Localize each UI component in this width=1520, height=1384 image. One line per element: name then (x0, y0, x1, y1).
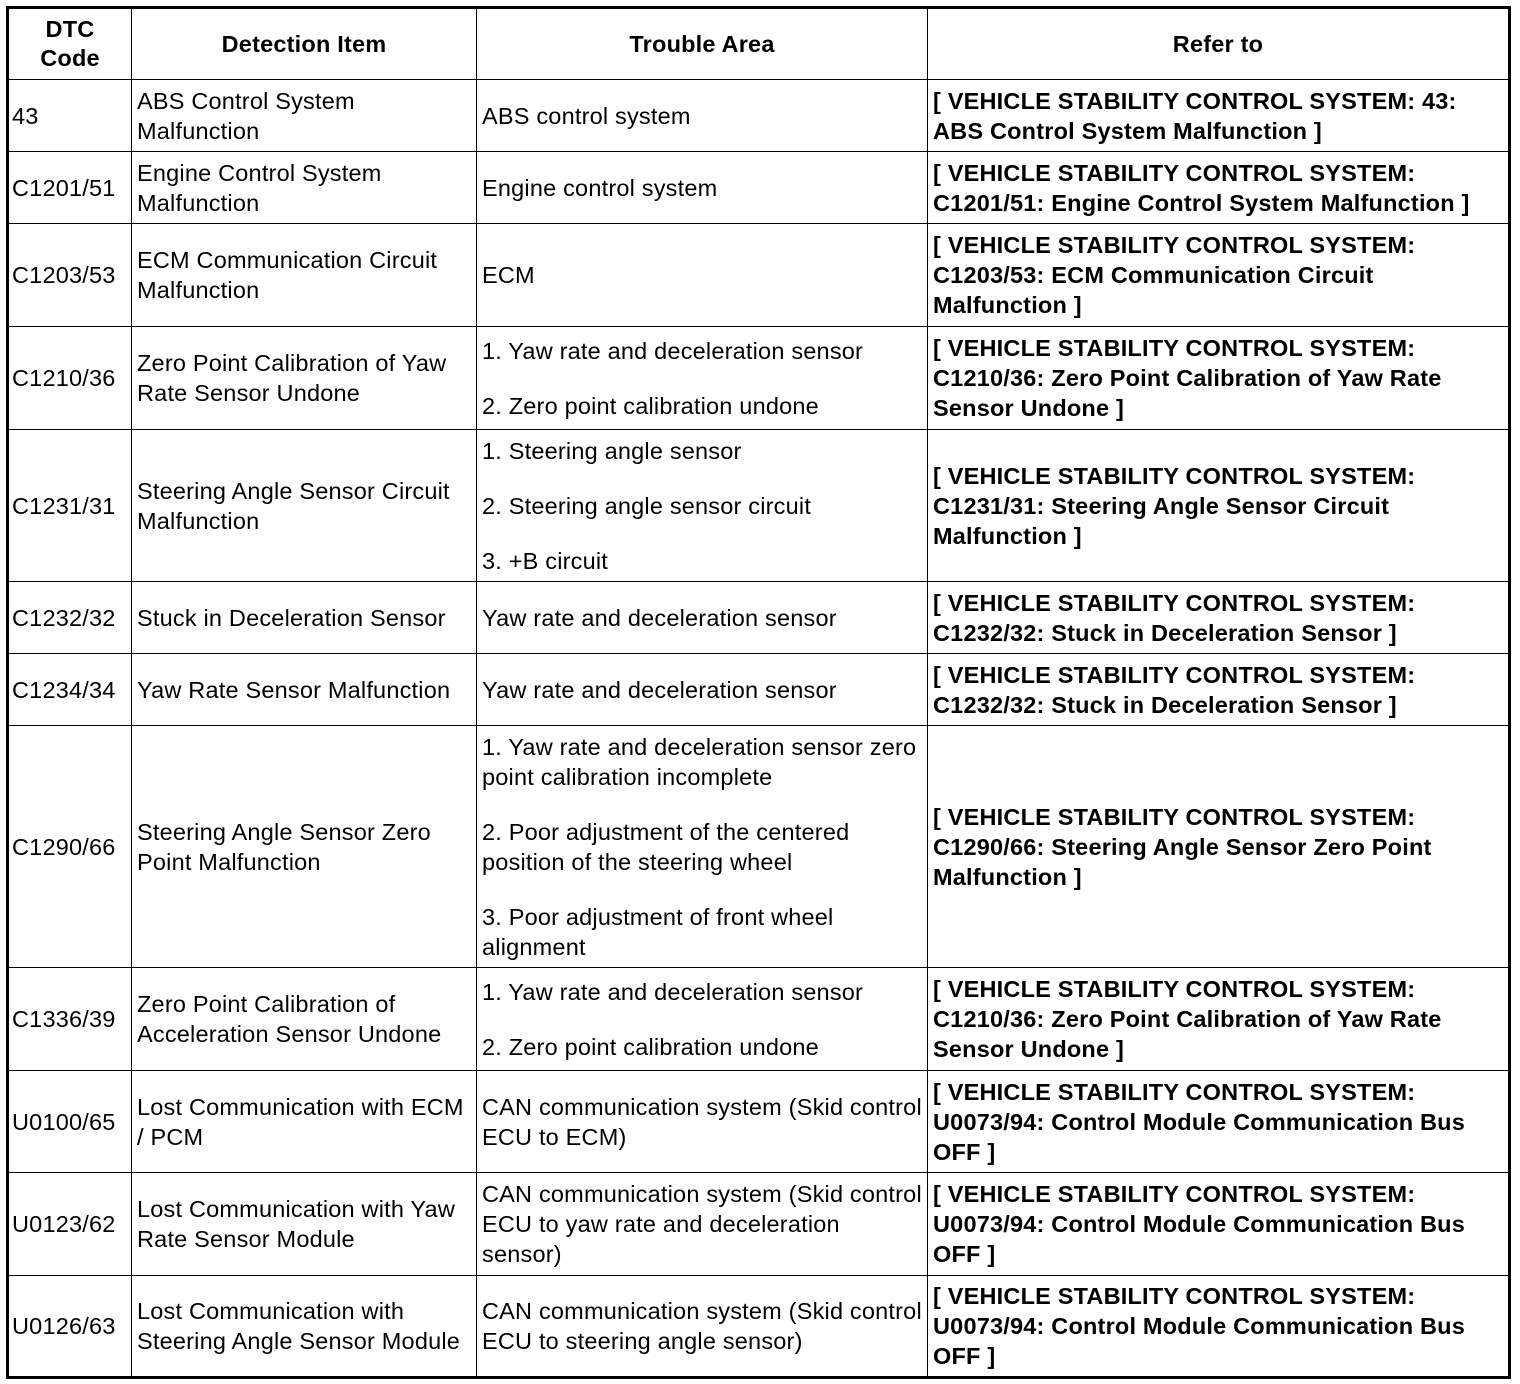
refer-to-link[interactable]: [ VEHICLE STABILITY CONTROL SYSTEM: 43: ABS Control System Malfunction ] (928, 80, 1510, 152)
detection-item-cell: Engine Control System Malfunction (132, 152, 477, 224)
table-row (8, 726, 1510, 968)
refer-to-link[interactable]: [ VEHICLE STABILITY CONTROL SYSTEM: U0073/94: Control Module Communication Bus OFF ] (928, 1071, 1510, 1173)
dtc-code-cell: U0100/65 (8, 1071, 132, 1173)
trouble-area-item: 2. Poor adjustment of the centered position of the steering wheel (482, 818, 850, 875)
detection-item-cell: Lost Communication with ECM / PCM (132, 1071, 477, 1173)
trouble-area-cell (477, 1071, 928, 1173)
dtc-code-cell: C1201/51 (8, 152, 132, 224)
trouble-area-item: CAN communication system (Skid control ECU to ECM) (482, 1093, 922, 1150)
refer-to-link[interactable]: [ VEHICLE STABILITY CONTROL SYSTEM: U0073/94: Control Module Communication Bus OFF ] (928, 1173, 1510, 1276)
trouble-area-cell (477, 224, 928, 327)
detection-item-cell: Steering Angle Sensor Zero Point Malfunction (132, 726, 477, 968)
refer-to-link[interactable]: [ VEHICLE STABILITY CONTROL SYSTEM: C1210/36: Zero Point Calibration of Yaw Rate Sensor Undone ] (928, 327, 1510, 430)
refer-to-link[interactable]: [ VEHICLE STABILITY CONTROL SYSTEM: C1203/53: ECM Communication Circuit Malfunction ] (928, 224, 1510, 327)
table-row (8, 1276, 1510, 1378)
trouble-area-cell (477, 80, 928, 152)
trouble-area-cell (477, 968, 928, 1071)
trouble-area-item: 1. Steering angle sensor (482, 437, 742, 464)
trouble-area-cell (477, 1276, 928, 1378)
trouble-area-item: 1. Yaw rate and deceleration sensor (482, 337, 864, 364)
trouble-area-item: 2. Steering angle sensor circuit (482, 492, 812, 519)
table-row (8, 1173, 1510, 1276)
refer-to-link[interactable]: [ VEHICLE STABILITY CONTROL SYSTEM: U0073/94: Control Module Communication Bus OFF ] (928, 1276, 1510, 1378)
dtc-code-cell: C1290/66 (8, 726, 132, 968)
header-dtc-code-line1: DTC (45, 16, 95, 42)
table-row (8, 80, 1510, 152)
header-trouble-area: Trouble Area (477, 8, 928, 80)
trouble-area-item: 1. Yaw rate and deceleration sensor zero point calibration incomplete (482, 733, 917, 790)
trouble-area-item: 3. Poor adjustment of front wheel alignment (482, 903, 834, 960)
dtc-table (6, 6, 1511, 1379)
detection-item-cell: ECM Communication Circuit Malfunction (132, 224, 477, 327)
header-dtc-code-line2: Code (40, 45, 100, 71)
detection-item-cell: Steering Angle Sensor Circuit Malfunction (132, 430, 477, 582)
trouble-area-cell (477, 327, 928, 430)
dtc-code-cell: C1210/36 (8, 327, 132, 430)
refer-to-link[interactable]: [ VEHICLE STABILITY CONTROL SYSTEM: C1232/32: Stuck in Deceleration Sensor ] (928, 654, 1510, 726)
trouble-area-cell (477, 654, 928, 726)
header-dtc-code (8, 8, 132, 80)
trouble-area-cell (477, 430, 928, 582)
trouble-area-item: Engine control system (482, 174, 718, 201)
detection-item-cell: Lost Communication with Yaw Rate Sensor Module (132, 1173, 477, 1276)
trouble-area-item: 3. +B circuit (482, 547, 609, 574)
trouble-area-cell (477, 1173, 928, 1276)
refer-to-link[interactable]: [ VEHICLE STABILITY CONTROL SYSTEM: C1231/31: Steering Angle Sensor Circuit Malfunction ] (928, 430, 1510, 582)
dtc-code-cell: C1203/53 (8, 224, 132, 327)
detection-item-cell: Lost Communication with Steering Angle Sensor Module (132, 1276, 477, 1378)
trouble-area-item: ECM (482, 262, 535, 288)
trouble-area-cell (477, 726, 928, 968)
refer-to-link[interactable]: [ VEHICLE STABILITY CONTROL SYSTEM: C1201/51: Engine Control System Malfunction ] (928, 152, 1510, 224)
dtc-code-cell: U0123/62 (8, 1173, 132, 1276)
trouble-area-cell (477, 582, 928, 654)
table-row (8, 1071, 1510, 1173)
trouble-area-item: Yaw rate and deceleration sensor (482, 604, 837, 631)
header-row (8, 8, 1510, 80)
header-detection-item: Detection Item (132, 8, 477, 80)
dtc-code-cell: C1234/34 (8, 654, 132, 726)
refer-to-link[interactable]: [ VEHICLE STABILITY CONTROL SYSTEM: C1210/36: Zero Point Calibration of Yaw Rate Sensor Undone ] (928, 968, 1510, 1071)
table-row (8, 152, 1510, 224)
detection-item-cell: Zero Point Calibration of Yaw Rate Sensor Undone (132, 327, 477, 430)
trouble-area-item: ABS control system (482, 102, 691, 129)
header-refer-to: Refer to (928, 8, 1510, 80)
trouble-area-item: 2. Zero point calibration undone (482, 392, 819, 419)
table-row (8, 654, 1510, 726)
trouble-area-item: CAN communication system (Skid control ECU to steering angle sensor) (482, 1298, 922, 1354)
table-row (8, 224, 1510, 327)
dtc-code-cell: C1336/39 (8, 968, 132, 1071)
dtc-code-cell: U0126/63 (8, 1276, 132, 1378)
detection-item-cell: Stuck in Deceleration Sensor (132, 582, 477, 654)
detection-item-cell: ABS Control System Malfunction (132, 80, 477, 152)
trouble-area-item: 2. Zero point calibration undone (482, 1033, 819, 1060)
table-row (8, 582, 1510, 654)
dtc-code-cell: C1232/32 (8, 582, 132, 654)
trouble-area-cell (477, 152, 928, 224)
table-row (8, 327, 1510, 430)
refer-to-link[interactable]: [ VEHICLE STABILITY CONTROL SYSTEM: C1232/32: Stuck in Deceleration Sensor ] (928, 582, 1510, 654)
detection-item-cell: Yaw Rate Sensor Malfunction (132, 654, 477, 726)
table-row (8, 430, 1510, 582)
dtc-code-cell: C1231/31 (8, 430, 132, 582)
dtc-code-cell: 43 (8, 80, 132, 152)
detection-item-cell: Zero Point Calibration of Acceleration Sensor Undone (132, 968, 477, 1071)
table-row (8, 968, 1510, 1071)
trouble-area-item: 1. Yaw rate and deceleration sensor (482, 978, 864, 1005)
refer-to-link[interactable]: [ VEHICLE STABILITY CONTROL SYSTEM: C1290/66: Steering Angle Sensor Zero Point Malfunction ] (928, 726, 1510, 968)
trouble-area-item: CAN communication system (Skid control ECU to yaw rate and deceleration sensor) (482, 1181, 922, 1267)
trouble-area-item: Yaw rate and deceleration sensor (482, 676, 837, 703)
